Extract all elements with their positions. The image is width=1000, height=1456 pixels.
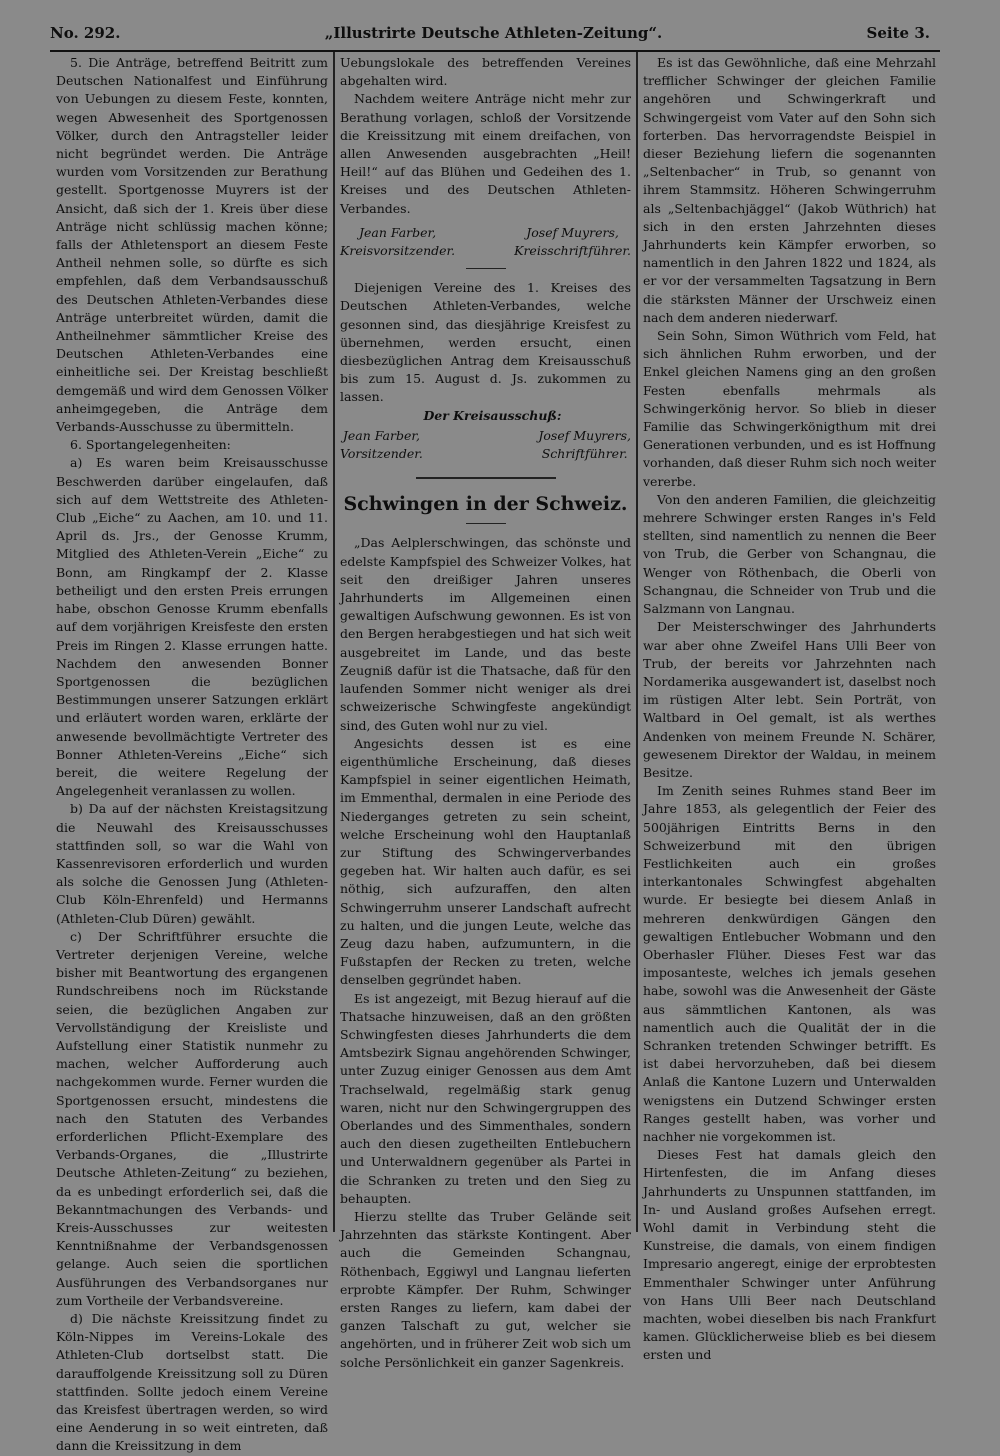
- paragraph: „Das Aelplerschwingen, das schönste und edelste Kampfspiel des Schweizer Volkes, hat seit den dreißiger Jahren unseres Jahrhunderts im Allgemeinen einen gewaltigen Aufschwung gewonnen. Es ist von den Bergen herabgestiegen und hat sich weit ausgebreitet im Lande, und das beste Zeugniß dafür ist die Thatsache, daß für den laufenden Sommer nicht weniger als drei schweizerische Schwingfeste angekündigt sind, des Guten wohl nur zu viel.: [340, 535, 631, 733]
- paragraph: a) Es waren beim Kreisausschusse Beschwerden darüber eingelaufen, daß sich auf dem Wettstreite des Athleten-Club „Eiche“ zu Aachen, am 10. und 11. April ds. Jrs., der Genosse Krumm, Mitglied des Athleten-Verein „Eiche“ zu Bonn, am Ringkampf der 2. Klasse betheiligt und den ersten Preis errungen habe, obschon Genosse Krumm ebenfalls auf dem vorjährigen Kreisfeste den ersten Preis im Ringen 2. Klasse errungen hatte. Nachdem den anwesenden Bonner Sportgenossen die bezüglichen Bestimmungen unserer Satzungen erklärt und erläutert worden waren, erklärte der anwesende bevollmächtigte Vertreter des Bonner Athleten-Vereins „Eiche“ sich bereit, die weitere Regelung der Angelegenheit veranlassen zu wollen.: [56, 455, 328, 799]
- signature-block: [340, 224, 631, 260]
- page-header: [50, 24, 930, 50]
- article-heading: Schwingen in der Schweiz.: [343, 493, 628, 516]
- paragraph: Der Meisterschwinger des Jahrhunderts war aber ohne Zweifel Hans Ulli Beer von Trub, der bereits vor Jahrzehnten nach Nordamerika ausgewandert ist, daselbst noch im rüstigen Alter lebt. Sein Porträt, von Waltbard in Oel gemalt, ist als werthes Andenken von meinem Freunde N. Schärer, gewesenem Direktor der Waldau, in meinem Besitze.: [643, 619, 936, 780]
- header-rule: [50, 50, 940, 52]
- signature-title: Kreisschriftführer.: [514, 243, 631, 259]
- signature-title: Vorsitzender.: [340, 446, 423, 462]
- paragraph: Nachdem weitere Anträge nicht mehr zur Berathung vorlagen, schloß der Vorsitzende die Kreissitzung mit einem dreifachen, von allen Anwesenden ausgebrachten „Heil! Heil!“ auf das Blühen und Gedeihen des 1. Kreises und des Deutschen Athleten-Verbandes.: [340, 91, 631, 216]
- separator: [466, 268, 506, 269]
- column-1: [56, 54, 328, 1454]
- issue-number: No. 292.: [50, 24, 121, 42]
- signature-name: Josef Muyrers,: [526, 224, 619, 240]
- column-2: [340, 54, 632, 1370]
- signature-title: Schriftführer.: [541, 446, 628, 462]
- page-number: Seite 3.: [866, 24, 930, 42]
- notice-paragraph: Diejenigen Vereine des 1. Kreises des Deutschen Athleten-Verbandes, welche gesonnen sind, das diesjährige Kreisfest zu übernehmen, werden ersucht, einen diesbezüglichen Antrag dem Kreisausschuß bis zum 15. August d. Js. zukommen zu lassen.: [340, 280, 631, 405]
- paragraph: Es ist angezeigt, mit Bezug hierauf auf die Thatsache hinzuweisen, daß an den größten Schwingfesten dieses Jahrhunderts die dem Amtsbezirk Signau angehörenden Schwinger, unter Zuzug einiger Genossen aus dem Amt Trachselwald, regelmäßig stark genug waren, nicht nur den Schwingergruppen des Oberlandes und des Simmenthales, sondern auch den diesen zugetheilten Entlebuchern und Unterwaldnern gegenüber als Partei in die Schranken zu treten und den Sieg zu behaupten.: [340, 990, 631, 1206]
- signature-block: [340, 427, 631, 463]
- paragraph: d) Die nächste Kreissitzung findet zu Köln-Nippes im Vereins-Lokale des Athleten-Club dortselbst statt. Die darauffolgende Kreissitzung soll zu Düren stattfinden. Sollte jedoch einem Vereine das Kreisfest übertragen werden, so wird eine Aenderung in so weit eintreten, daß dann die Kreissitzung in dem: [56, 1311, 328, 1454]
- paragraph: 5. Die Anträge, betreffend Beitritt zum Deutschen Nationalfest und Einführung von Uebungen zu diesem Feste, konnten, wegen Abwesenheit des Sportgenossen Völker, durch den Antragsteller leider nicht begründet werden. Die Anträge wurden vom Vorsitzenden zur Berathung gestellt. Sportgenosse Muyrers ist der Ansicht, daß sich der 1. Kreis über diese Anträge nicht schlüssig machen könne; falls der Athletensport an diesem Feste Antheil nehmen solle, so dürfte es sich empfehlen, daß dem Verbandsausschuß des Deutschen Athleten-Verbandes diese Anträge unterbreitet würden, damit die Antheilnehmer sämmtlicher Kreise des Deutschen Athleten-Verbandes eine einheitliche sei. Der Kreistag beschließt demgemäß und wird dem Genossen Völker anheimgegeben, die Anträge dem Verbands-Ausschusse zu übermitteln.: [56, 55, 328, 435]
- separator: [466, 523, 506, 524]
- column-divider: [333, 52, 335, 1232]
- paragraph: b) Da auf der nächsten Kreistagsitzung die Neuwahl des Kreisausschusses stattfinden soll, so war die Wahl von Kassenrevisoren erforderlich und wurden als solche die Genossen Jung (Athleten-Club Köln-Ehrenfeld) und Hermanns (Athleten-Club Düren) gewählt.: [56, 801, 328, 926]
- paragraph: Dieses Fest hat damals gleich den Hirtenfesten, die im Anfang dieses Jahrhunderts zu Unspunnen stattfanden, im In- und Ausland großes Aufsehen erregt. Wohl damit in Verbindung steht die Kunstreise, die damals, von einem findigen Impresario angeregt, einige der erprobtesten Emmenthaler Schwinger unter Anführung von Hans Ulli Beer nach Deutschland machten, wobei dieselben bis nach Frankfurt kamen. Glücklicherweise blieb es bei diesem ersten und: [643, 1147, 936, 1363]
- paragraph: Uebungslokale des betreffenden Vereines abgehalten wird.: [340, 55, 631, 89]
- signature-name: Josef Muyrers,: [538, 427, 631, 443]
- signature-name: Jean Farber,: [342, 427, 420, 443]
- paragraph: Von den anderen Familien, die gleichzeitig mehrere Schwinger ersten Ranges in's Feld stellten, sind namentlich zu nennen die Beer von Trub, die Gerber von Schangnau, die Wenger von Röthenbach, die Oberli von Schangnau, die Schneider von Trub und die Salzmann von Langnau.: [643, 491, 936, 617]
- paragraph: Es ist das Gewöhnliche, daß eine Mehrzahl trefflicher Schwinger der gleichen Familie angehören und Schwingerkraft und Schwingergeist vom Vater auf den Sohn sich forterben. Das hervorragendste Beispiel in dieser Beziehung liefern die sogenannten „Seltenbacher“ in Trub, so genannt von ihrem Stammsitz. Höheren Schwingerruhm als „Seltenbachjäggel“ (Jakob Wüthrich) hat sich in den ersten Jahrzehnten dieses Jahrhunderts kein Kämpfer erworben, so namentlich in den Jahren 1822 und 1824, als er vor der versammelten Tagsatzung in Bern die stärksten Männer der Urschweiz einen nach dem anderen niederwarf.: [643, 55, 936, 325]
- signature-title: Kreisvorsitzender.: [340, 243, 456, 259]
- section-heading: 6. Sportangelegenheiten:: [70, 437, 231, 453]
- committee-heading: Der Kreisausschuß:: [423, 407, 562, 423]
- paragraph: Sein Sohn, Simon Wüthrich vom Feld, hat sich ähnlichen Ruhm erworben, und der Enkel gleichen Namens ging an den großen Festen ebenfalls mehrmals als Schwingerkönig hervor. So blieb in dieser Familie das Schwingerkönigthum mit drei Generationen verbunden, und es ist Hoffnung vorhanden, daß dieser Ruhm sich noch weiter vererbe.: [643, 328, 936, 489]
- paragraph: c) Der Schriftführer ersuchte die Vertreter derjenigen Vereine, welche bisher mit Beantwortung des ergangenen Rundschreibens noch im Rückstande seien, die bezüglichen Angaben zur Vervollständigung der Kreisliste und Aufstellung einer Statistik nunmehr zu machen, welcher Aufforderung auch nachgekommen wurde. Ferner wurden die Sportgenossen ersucht, mindestens die nach den Statuten des Verbandes erforderlichen Pflicht-Exemplare des Verbands-Organes, die „Illustrirte Deutsche Athleten-Zeitung“ zu beziehen, da es unbedingt erforderlich sei, daß die Bekanntmachungen des Verbands- und Kreis-Ausschusses zur weitesten Kenntnißnahme der Verbandsgenossen gelange. Auch seien die sportlichen Ausführungen des Verbandsorganes nur zum Vortheile der Verbandsvereine.: [56, 928, 328, 1308]
- paragraph: Hierzu stellte das Truber Gelände seit Jahrzehnten das stärkste Kontingent. Aber auch die Gemeinden Schangnau, Röthenbach, Eggiwyl und Langnau lieferten erprobte Kämpfer. Der Ruhm, Schwinger ersten Ranges zu liefern, kam dabei der ganzen Talschaft zu gut, welcher sie angehörten, und in früherer Zeit wob sich um solche Persönlichkeit ein ganzer Sagenkreis.: [340, 1208, 632, 1370]
- column-3: [643, 54, 936, 1363]
- newspaper-title: „Illustrirte Deutsche Athleten-Zeitung“.: [324, 24, 663, 42]
- paragraph: Im Zenith seines Ruhmes stand Beer im Jahre 1853, als gelegentlich der Feier des 500jährigen Eintritts Berns in den Schweizerbund mit den übrigen Festlichkeiten auch ein großes interkantonales Schwingfest abgehalten wurde. Er besiegte bei diesem Anlaß in mehreren denkwürdigen Gängen den gewaltigen Entlebucher Wobmann und den Oberhasler Flüher. Dieses Fest war das imposanteste, welches ich jemals gesehen habe, sowohl was die Anwesenheit der Gäste aus sämmtlichen Kantonen, als was namentlich auch die Qualität der in die Schranken tretenden Schwinger betrifft. Es ist dabei hervorzuheben, daß bei diesem Anlaß die Kantone Luzern und Unterwalden wenigstens ein Dutzend Schwinger ersten Ranges gestellt haben, was vorher und nachher nie vorgekommen ist.: [643, 783, 936, 1144]
- separator: [416, 477, 556, 479]
- column-divider: [636, 52, 638, 1232]
- signature-name: Jean Farber,: [359, 224, 437, 240]
- paragraph: Angesichts dessen ist es eine eigenthümliche Erscheinung, daß dieses Kampfspiel in seiner eigentlichen Heimath, im Emmenthal, dermalen in eine Periode des Niederganges getreten zu sein scheint, welche Erscheinung wohl den Hauptanlaß zur Stiftung des Schwingerverbandes gegeben hat. Wir halten auch dafür, es sei nöthig, sich aufzuraffen, den alten Schwingerruhm unserer Landschaft aufrecht zu halten, und die jungen Leute, welche das Zeug dazu haben, aufzumuntern, in die Fußstapfen der Recken zu treten, welche denselben gegründet haben.: [340, 735, 631, 988]
